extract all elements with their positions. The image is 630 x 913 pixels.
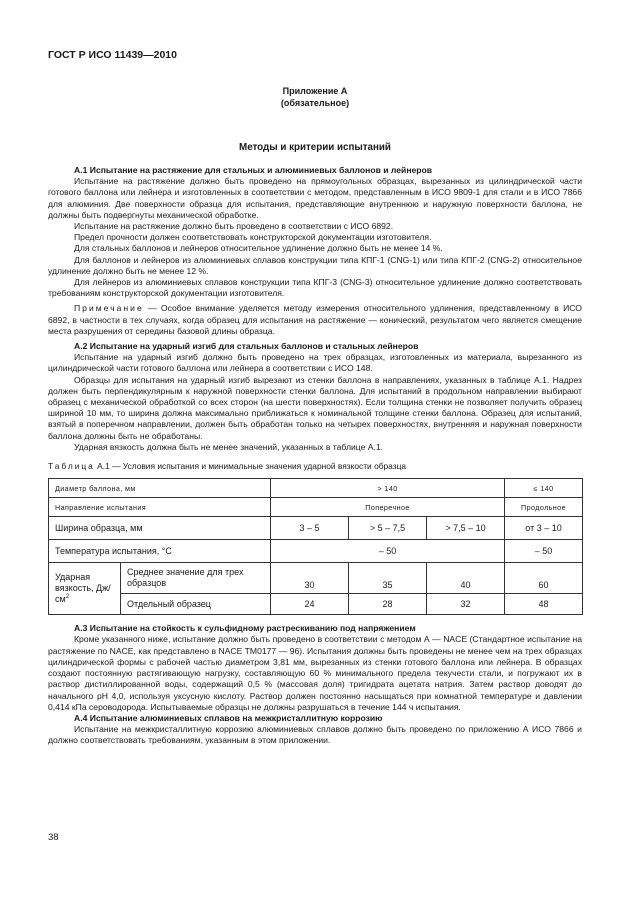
- annex-title: Приложение А: [282, 86, 348, 96]
- impact-strength-label: [49, 563, 121, 615]
- impact-test-table: [48, 478, 583, 615]
- document-header: ГОСТ Р ИСО 11439—2010: [48, 49, 177, 61]
- note-text: — Особое внимание уделяется методу измерения относительного удлинения, представленному в ИСО 6892, в частности в тех случаях, когда образец для испытания на растяжение — конический, результатом чего является смещение места разрушения от середины базовой длины образца.: [48, 303, 582, 336]
- section-a2-paragraph: Испытание на ударный изгиб должно быть проведено на трех образцах, изготовленных из материала, вырезанного из цилиндрической части готового баллона или лейнера в соответствии с ИСО 148.: [48, 352, 582, 374]
- table-cell: > 140: [271, 479, 505, 498]
- table-row: [49, 517, 583, 540]
- page-number: 38: [48, 832, 59, 843]
- table-cell: Отдельный образец: [121, 594, 271, 615]
- table-cell: 32: [427, 594, 505, 615]
- table-row: [49, 498, 583, 517]
- section-a1-paragraph: Для баллонов и лейнеров из алюминиевых сплавов конструкции типа КПГ-1 (CNG-1) или типа КПГ-2 (CNG-2) относительное удлинение должно быть не менее 12 %.: [48, 254, 582, 276]
- section-a1-paragraph: Для лейнеров из алюминиевых сплавов конструкции типа КПГ-3 (CNG-3) относительное удлинение должно соответствовать требованиям конструкторской документации изготовителя.: [48, 277, 582, 299]
- table-row: [49, 594, 583, 615]
- section-a1-paragraph: Для стальных баллонов и лейнеров относительное удлинение должно быть не менее 14 %.: [74, 243, 443, 254]
- table-caption-label: Таблица: [48, 461, 95, 472]
- section-a2-paragraph: Образцы для испытания на ударный изгиб вырезают из стенки баллона в направлениях, указанных в таблице А.1. Надрез должен быть перпендикулярным к наружной поверхности стенки баллона. Для испытаний в продольном направлении выбирают образец с механической обработкой со всех сторон (на шести поверхностях). Если толщина стенки не позволяет получить образец шириной 10 мм, то ширина должна максимально приближаться к номинальной толщине стенки баллона. Образец для испытаний, взятый в поперечном направлении, должен быть обработан только на четырех поверхностях, внутренняя и наружная поверхности баллона должны быть не обработаны.: [48, 374, 582, 441]
- table-cell: Направление испытания: [49, 498, 271, 517]
- table-cell: – 50: [505, 540, 583, 563]
- document-body: [48, 165, 582, 747]
- table-cell: 30: [271, 563, 349, 594]
- section-a1-paragraph: Испытание на растяжение должно быть проведено на прямоугольных образцах, вырезанных из цилиндрической части готового баллона или лейнера и изготовленных в соответствии с методом, представленным в ИСО 9809-1 для стали и в ИСО 7866 для алюминия. Две поверхности образца для испытания, представляющие внутреннюю и наружную поверхности баллона, не должны быть подвергнуты механической обработке.: [48, 176, 582, 220]
- table-cell: 24: [271, 594, 349, 615]
- table-cell: Температура испытания, °С: [49, 540, 271, 563]
- annex-block: [0, 85, 630, 109]
- section-a3-heading: А.3 Испытание на стойкость к сульфидному растрескиванию под напряжением: [74, 623, 416, 634]
- table-cell: 3 – 5: [271, 517, 349, 540]
- annex-status: (обязательное): [280, 98, 350, 108]
- section-a1-paragraph: Испытание на растяжение должно быть проведено в соответствии с ИСО 6892.: [74, 221, 394, 232]
- document-title: Методы и критерии испытаний: [239, 142, 391, 153]
- table-cell: Диаметр баллона, мм: [49, 479, 271, 498]
- table-cell: 28: [349, 594, 427, 615]
- table-cell: Продольное: [505, 498, 583, 517]
- impact-strength-text: Ударная вязкость, Дж/см: [55, 572, 111, 605]
- table-cell: от 3 – 10: [505, 517, 583, 540]
- impact-strength-unit-exponent: 2: [65, 594, 70, 601]
- section-a3-paragraph: Кроме указанного ниже, испытание должно быть проведено в соответствии с методом А — NACE (Стандартное испытание на растяжение по NACE, как представлено в NACE TM0177 — 96). Испытания должны быть проведены не менее чем на трех образцах цилиндрической формы с рабочей частью диаметром 3,81 мм, вырезанных из стенки готового баллона или лейнера. В образцах создают постоянную растягивающую нагрузку, составляющую 60 % минимального предела текучести стали, и погружают их в раствор дистиллированной воды, содержащий 0,5 % (массовая доля) тригидрата ацетата натрия. Затем раствор доводят до начального рН 4,0, используя уксусную кислоту. Раствор должен постоянно насыщаться при комнатной температуре и давлении 0,414 кПа сероводорода. Испытываемые образцы не должны разрушаться в течение 144 ч испытания.: [48, 634, 582, 712]
- table-cell: Ширина образца, мм: [49, 517, 271, 540]
- table-row: [49, 540, 583, 563]
- table-cell: 48: [505, 594, 583, 615]
- table-cell: – 50: [271, 540, 505, 563]
- note-label: Примечание: [74, 303, 144, 314]
- section-a1-heading: А.1 Испытание на растяжение для стальных и алюминиевых баллонов и лейнеров: [74, 165, 433, 175]
- table-cell: > 7,5 – 10: [427, 517, 505, 540]
- section-a1-paragraph: Предел прочности должен соответствовать конструкторской документации изготовителя.: [74, 232, 432, 243]
- table-caption-text: А.1 — Условия испытания и минимальные значения ударной вязкости образца: [94, 461, 407, 472]
- table-cell: 60: [505, 563, 583, 594]
- section-a2-heading: А.2 Испытание на ударный изгиб для стальных баллонов и стальных лейнеров: [74, 341, 419, 352]
- table-row: [49, 479, 583, 498]
- section-a2-paragraph: Ударная вязкость должна быть не менее значений, указанных в таблице А.1.: [74, 441, 384, 452]
- table-cell: Среднее значение для трех образцов: [121, 563, 271, 594]
- table-caption: [48, 461, 582, 472]
- table-cell: > 5 – 7,5: [349, 517, 427, 540]
- section-a1-note: [48, 303, 582, 337]
- section-a4-paragraph: Испытание на межкристаллитную коррозию алюминиевых сплавов должно быть проведено по приложению А ИСО 7866 и должно соответствовать требованиям, указанным в этом приложении.: [48, 724, 582, 746]
- section-a4-heading: А.4 Испытание алюминиевых сплавов на межкристаллитную коррозию: [74, 712, 383, 723]
- table-cell: 35: [349, 563, 427, 594]
- table-cell: 40: [427, 563, 505, 594]
- table-cell: ≤ 140: [505, 479, 583, 498]
- table-cell: Поперечное: [271, 498, 505, 517]
- table-row: [49, 563, 583, 594]
